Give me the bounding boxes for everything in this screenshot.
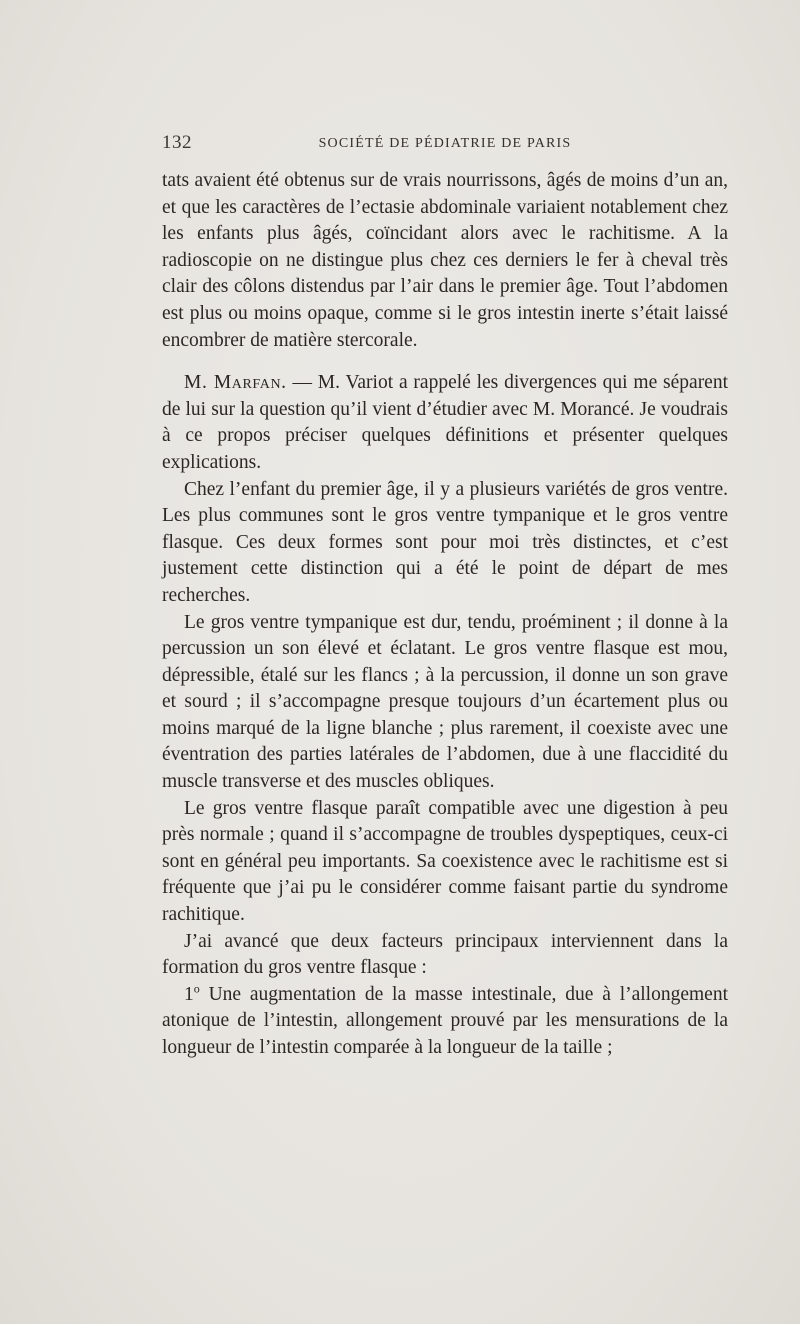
paragraph-numbered [162,982,728,1062]
paragraph-text: Le gros ventre flasque paraît compatible avec une digestion à peu près normale ; quand il s’accompagne de troubles dyspeptiques, ceux-ci sont en général peu importants. Sa coexistence avec le rachitisme est si fréquente que j’ai pu le considérer comme faisant partie du syndrome rachitique. [162,797,728,926]
paragraph-text: J’ai avancé que deux facteurs principaux interviennent dans la formation du gros ventre flasque : [162,930,728,979]
paragraph-text: tats avaient été obtenus sur de vrais nourrissons, âgés de moins d’un an, et que les caractères de l’ectasie abdominale variaient notablement chez les enfants plus âgés, coïncidant alors avec le rachitisme. A la radioscopie on ne distingue plus chez ces derniers le fer à cheval très clair des côlons distendus par l’air dans le premier âge. Tout l’abdomen est plus ou moins opaque, comme si le gros intestin inerte s’était laissé encombrer de matière stercorale. [162,170,728,351]
paragraph-continuation [162,168,728,354]
paragraph-marfan [162,370,728,476]
paragraph [162,796,728,929]
list-number-superscript: o [193,981,200,996]
list-number: 1 [184,983,194,1005]
paragraph-text: — M. Variot a rappelé les divergences qui me séparent de lui sur la question qu’il vient d’étudier avec M. Morancé. Je voudrais à ce propos préciser quelques définitions et présenter quelques explications. [162,372,729,473]
paragraph [162,929,728,982]
paragraph [162,477,728,610]
paragraph-text: Une augmentation de la masse intestinale, due à l’allongement atonique de l’intestin, allongement prouvé par les mensurations de la longueur de l’intestin comparée à la longueur de la taille ; [162,983,728,1058]
paragraph [162,610,728,796]
body-text [162,168,728,1062]
paragraph-text: Le gros ventre tympanique est dur, tendu, proéminent ; il donne à la percussion un son élevé et éclatant. Le gros ventre flasque est mou, dépressible, étalé sur les flancs ; à la percussion, il donne un son grave et sourd ; il s’accompagne presque toujours d’un écartement plus ou moins marqué de la ligne blanche ; plus rarement, il coexiste avec une éventration des parties latérales de l’abdomen, due à une flaccidité du muscle transverse et des muscles obliques. [162,611,728,793]
paragraph-text: Chez l’enfant du premier âge, il y a plusieurs variétés de gros ventre. Les plus communes sont le gros ventre tympanique et le gros ventre flasque. Ces deux formes sont pour moi très distinctes, et c’est justement cette distinction qui a été le point de départ de mes recherches. [162,478,728,606]
speaker-name: M. Marfan. [184,372,287,394]
running-head: SOCIÉTÉ DE PÉDIATRIE DE PARIS [318,136,572,151]
page-header [162,132,728,158]
page-number: 132 [162,132,192,153]
